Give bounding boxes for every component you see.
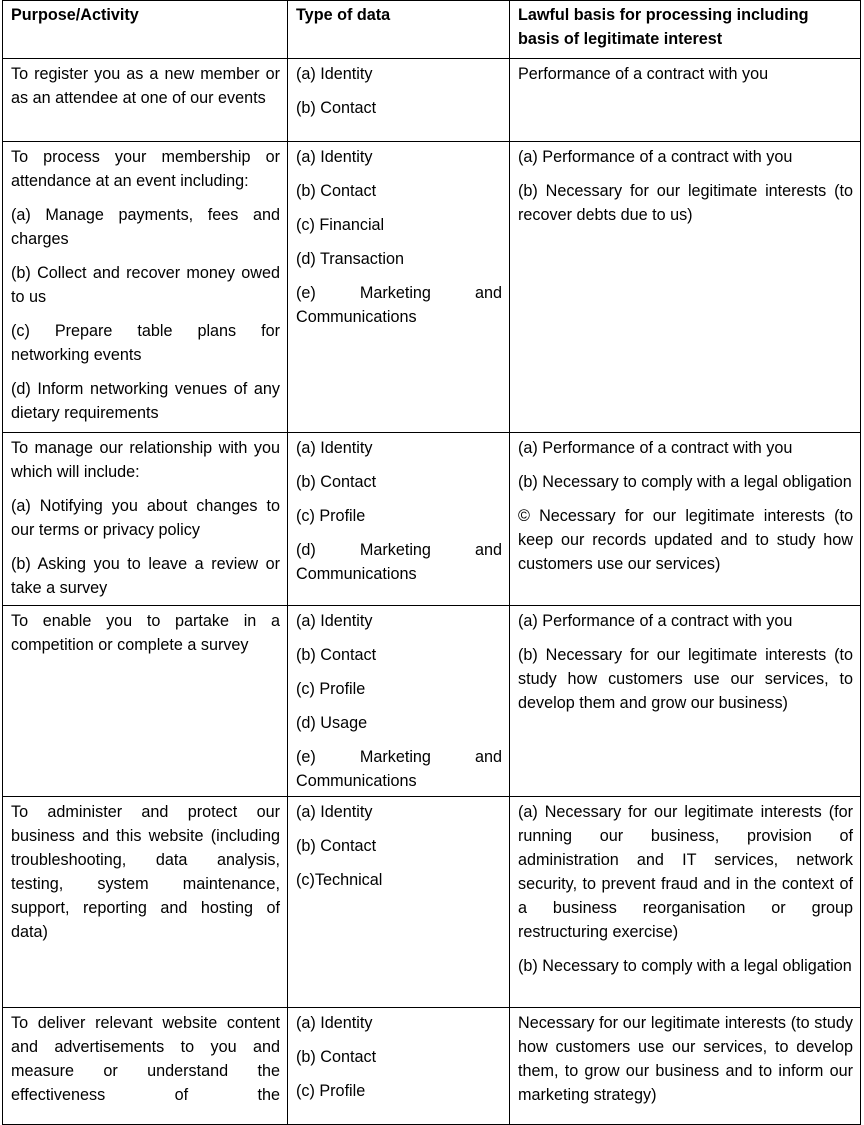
lawful-basis-cell — [510, 433, 861, 606]
purpose-cell — [3, 1008, 288, 1125]
data-type-item: (a) Identity — [296, 439, 373, 457]
data-type-item: (b) Contact — [296, 646, 377, 664]
purpose-text: To manage our relationship with you which will include: — [11, 439, 280, 481]
data-type-item: (b) Contact — [296, 1048, 377, 1066]
purpose-text: (b) Collect and recover money owed to us — [11, 264, 280, 306]
type-of-data-cell — [288, 142, 510, 433]
table-row — [3, 433, 861, 606]
basis-text: Performance of a contract with you — [518, 65, 769, 83]
purpose-text: To register you as a new member or as an attendee at one of our events — [11, 65, 280, 107]
data-type-item: (b) Contact — [296, 182, 377, 200]
purpose-cell — [3, 606, 288, 797]
data-type-item: (c) Profile — [296, 1082, 366, 1100]
data-type-item: (a) Identity — [296, 148, 373, 166]
table-row — [3, 59, 861, 142]
basis-text: (a) Performance of a contract with you — [518, 612, 793, 630]
purpose-cell — [3, 433, 288, 606]
purpose-text: To deliver relevant website content and advertisements to you and measure or understand the effectiveness of the — [11, 1014, 280, 1104]
basis-text: (b) Necessary to comply with a legal obligation — [518, 957, 852, 975]
lawful-basis-cell — [510, 59, 861, 142]
purpose-cell — [3, 142, 288, 433]
basis-text: (b) Necessary for our legitimate interests (to study how customers use our services, to develop them and grow our business) — [518, 646, 853, 712]
lawful-basis-cell — [510, 797, 861, 1008]
lawful-basis-cell — [510, 142, 861, 433]
basis-text: (b) Necessary for our legitimate interests (to recover debts due to us) — [518, 182, 853, 224]
data-type-item: (e) Marketing and Communications — [296, 748, 502, 790]
data-type-item: (b) Contact — [296, 837, 377, 855]
purpose-text: To enable you to partake in a competition or complete a survey — [11, 612, 280, 654]
type-of-data-cell — [288, 797, 510, 1008]
data-type-item: (a) Identity — [296, 612, 373, 630]
table-header-row — [3, 1, 861, 59]
header-purpose: Purpose/Activity — [3, 1, 288, 59]
data-type-item: (a) Identity — [296, 803, 373, 821]
data-type-item: (d) Marketing and Communications — [296, 541, 502, 583]
table-row — [3, 142, 861, 433]
table-row — [3, 797, 861, 1008]
basis-text: (a) Necessary for our legitimate interests (for running our business, provision of administration and IT services, network security, to prevent fraud and in the context of a business reorganisation or group restructuring exercise) — [518, 803, 853, 941]
purpose-cell — [3, 797, 288, 1008]
basis-text: (a) Performance of a contract with you — [518, 439, 793, 457]
basis-text: (a) Performance of a contract with you — [518, 148, 793, 166]
header-type-of-data: Type of data — [288, 1, 510, 59]
data-type-item: (d) Usage — [296, 714, 368, 732]
purpose-text: To process your membership or attendance at an event including: — [11, 148, 280, 190]
purpose-cell — [3, 59, 288, 142]
lawful-basis-table — [2, 0, 861, 1125]
basis-text: © Necessary for our legitimate interests (to keep our records updated and to study how customers use our services) — [518, 507, 853, 573]
type-of-data-cell — [288, 433, 510, 606]
data-type-item: (b) Contact — [296, 473, 377, 491]
purpose-text: (a) Manage payments, fees and charges — [11, 206, 280, 248]
purpose-text: (c) Prepare table plans for networking events — [11, 322, 280, 364]
data-type-item: (c) Profile — [296, 680, 366, 698]
data-type-item: (a) Identity — [296, 65, 373, 83]
purpose-text: (d) Inform networking venues of any dietary requirements — [11, 380, 280, 422]
basis-text: Necessary for our legitimate interests (to study how customers use our services, to develop them, to grow our business and to inform our marketing strategy) — [518, 1014, 853, 1104]
lawful-basis-cell — [510, 1008, 861, 1125]
data-type-item: (c) Financial — [296, 216, 385, 234]
data-type-item: (c) Profile — [296, 507, 366, 525]
purpose-text: (a) Notifying you about changes to our terms or privacy policy — [11, 497, 280, 539]
data-type-item: (d) Transaction — [296, 250, 404, 268]
type-of-data-cell — [288, 606, 510, 797]
purpose-text: (b) Asking you to leave a review or take a survey — [11, 555, 280, 597]
type-of-data-cell — [288, 59, 510, 142]
data-type-item: (a) Identity — [296, 1014, 373, 1032]
table-row — [3, 1008, 861, 1125]
header-lawful-basis: Lawful basis for processing including basis of legitimate interest — [510, 1, 861, 59]
table-row — [3, 606, 861, 797]
basis-text: (b) Necessary to comply with a legal obligation — [518, 473, 852, 491]
data-type-item: (c)Technical — [296, 871, 383, 889]
data-type-item: (b) Contact — [296, 99, 377, 117]
purpose-text: To administer and protect our business and this website (including troubleshooting, data analysis, testing, system maintenance, support, reporting and hosting of data) — [11, 803, 280, 941]
type-of-data-cell — [288, 1008, 510, 1125]
data-type-item: (e) Marketing and Communications — [296, 284, 502, 326]
lawful-basis-cell — [510, 606, 861, 797]
